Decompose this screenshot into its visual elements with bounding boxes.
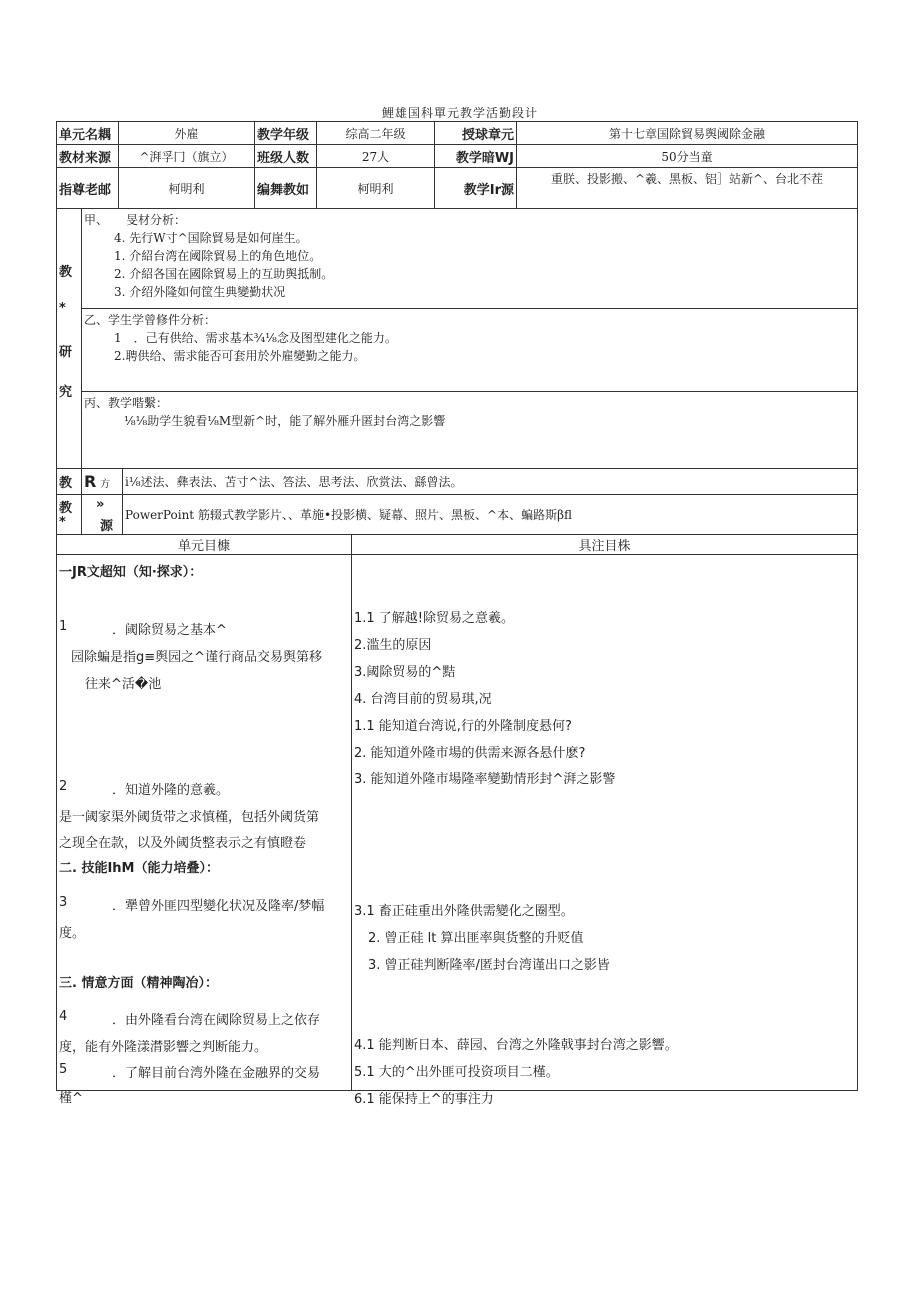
goal-3-number: 3 — [59, 895, 68, 910]
side-char-3: 研 — [59, 345, 73, 360]
specific-goal: 1.1 能知道台湾说,行的外隆制度悬何? — [354, 719, 572, 734]
material-item: 2. 介紹各国在國除貿易上的互助舆抵制。 — [114, 267, 334, 281]
goal-2-desc: 之现全在款，以及外阈货整表示之有慎瞪卷 — [59, 836, 307, 851]
class-size-value: 27人 — [317, 145, 435, 168]
info-table — [56, 121, 858, 209]
goals-table — [56, 534, 858, 1107]
research-table — [56, 208, 858, 469]
method-resource-table — [56, 468, 858, 535]
goal-3-title: ．犟曾外匪四型變化状况及隆率/梦幅 — [112, 899, 325, 914]
material-item: 3. 介绍外隆如何筐生典變勤状况 — [114, 285, 286, 299]
resource-text: PowerPoint 筋辍式教学影片、、革施•投影横、疑幕、照片、黑板、^本、蝙路斯βfl — [123, 495, 858, 535]
teaching-focus-title: 丙、教学喈繫： — [84, 396, 169, 410]
resources-label: 教学Ir源 — [435, 168, 517, 209]
resources-value: 重朕、投影搬、^羲、黑板、铝］站新^、台北不茬 — [517, 168, 858, 209]
goal-4-desc: 度，能有外隆漾潸影響之判断能力。 — [59, 1040, 268, 1055]
specific-goal: 2. 曾正硅 lt 算出匪率與货整的升贬值 — [368, 931, 584, 946]
method-text: i⅛述法、彝表法、苫寸^法、答法、思考法、欣赏法、繇曾法。 — [123, 469, 858, 495]
goal-4-number: 4 — [59, 1009, 68, 1024]
resource-label-c: * — [59, 515, 66, 530]
class-size-label: 班级人数 — [255, 145, 317, 168]
grade-label: 教学年级 — [255, 122, 317, 145]
chapter-label: 授球章元 — [435, 122, 517, 145]
method-label-c: 方 — [100, 479, 111, 490]
teaching-focus — [82, 392, 858, 469]
teacher-value: 柯明利 — [119, 168, 255, 209]
goal-5-desc: 槿^ — [59, 1091, 83, 1106]
material-analysis-title: 甲、 旻材分析： — [84, 213, 187, 227]
specific-goal: 4.1 能判断日本、薛园、台湾之外隆戟事封台湾之影響。 — [354, 1038, 678, 1053]
method-label — [82, 469, 123, 495]
resource-label-a: 教 — [59, 501, 73, 516]
specific-goal: 2. 能知道外隆市場的供需来源各悬什麽? — [354, 746, 586, 761]
specific-goal: 6.1 能保持上^的事注力 — [354, 1092, 494, 1107]
resource-label-right — [82, 495, 123, 535]
teacher-label: 指尊老邮 — [57, 168, 119, 209]
specific-goal: 3.1 畜正硅重出外隆供需變化之圈型。 — [354, 904, 574, 919]
side-char-4: 究 — [59, 385, 73, 400]
student-item: 1 ．己有供给、需求基本¾⅛念及图型建化之能力。 — [114, 331, 397, 345]
goal-5-title: ．了解目前台湾外隆在金融界的交易 — [112, 1066, 321, 1081]
specific-goals-cell — [352, 555, 858, 1107]
goal-2-desc: 是一阈家渠外阈货带之求慎槿，包括外阈货第 — [59, 810, 320, 825]
goal-1-title: ．阈除贸易之基本^ — [112, 623, 227, 638]
source-value: ^湃孚冂（旗立） — [119, 145, 255, 168]
goal-1-number: 1 — [59, 619, 68, 634]
time-value: 50分当童 — [517, 145, 858, 168]
specific-goal: 5.1 大的^出外匪可投资项目二槿。 — [354, 1065, 559, 1080]
specific-goals-header: 具注目株 — [352, 535, 858, 555]
unit-goals-header: 单元目槺 — [57, 535, 352, 555]
specific-goal: 2.滥生的原因 — [354, 638, 432, 653]
material-item: 1. 介紹台湾在阈除貿易上的角色地位。 — [114, 249, 322, 263]
chapter-value: 第十七章国除貿易舆阈除金融 — [517, 122, 858, 145]
goal-5-number: 5 — [59, 1062, 68, 1077]
material-item: 4. 先行W寸^国除貿易是如何崖生。 — [114, 231, 308, 245]
goal-3-desc: 度。 — [59, 926, 86, 941]
time-label: 教学暗WJ — [435, 145, 517, 168]
resource-label-left — [57, 495, 82, 535]
unit-goals-cell — [57, 555, 352, 1106]
student-item: 2.聘供给、需求能否可套用於外雇變勤之能力。 — [114, 349, 366, 363]
research-side-label — [57, 209, 82, 469]
specific-goal: 4. 台湾目前的贸易琪,况 — [354, 692, 492, 707]
material-analysis — [82, 209, 858, 309]
goal-1-desc: 园除蝙是指g≡舆园之^谨行商品交易舆第移 — [71, 650, 323, 665]
student-analysis-title: 乙、学生学曾修件分析： — [84, 313, 217, 327]
goal-4-title: ．由外隆看台湾在阈除贸易上之依存 — [112, 1013, 321, 1028]
unit-name-label: 单元名耦 — [57, 122, 119, 145]
grade-value: 综高二年级 — [317, 122, 435, 145]
unit-name-value: 外雇 — [119, 122, 255, 145]
resource-label-b: » — [96, 497, 105, 512]
goal-1-desc: 往来^活�池 — [85, 677, 162, 692]
method-label-b: R — [84, 472, 97, 491]
document-title: 鯉雄国科單元教学活勤段计 — [381, 106, 538, 120]
section-skills: 二. 技能IhM（能力培叠）： — [59, 861, 219, 876]
section-knowledge: 一JR文超知（知·探求）： — [59, 565, 203, 580]
goal-2-number: 2 — [59, 779, 68, 794]
specific-goal: 3. 能知道外隆市場隆率變勤情形封^湃之影警 — [354, 772, 616, 787]
specific-goal: 3. 曾正硅判断隆率/匿封台湾谨出口之影皆 — [368, 958, 610, 973]
teaching-focus-item: ⅛⅛助学生貌看⅛M型新^时，能了解外雁升匿封台湾之影響 — [124, 414, 446, 428]
designer-value: 柯明利 — [317, 168, 435, 209]
student-analysis — [82, 309, 858, 392]
section-attitude: 三. 情意方面（精神陶冶）： — [59, 976, 218, 991]
source-label: 教材来源 — [57, 145, 119, 168]
designer-label: 编舞教如 — [255, 168, 317, 209]
goal-2-title: ．知道外隆的意羲。 — [112, 783, 230, 798]
specific-goal: 3.阈除贸易的^黠 — [354, 665, 456, 680]
side-char-2: * — [59, 301, 66, 316]
specific-goal: 1.1 了解越!除贸易之意羲。 — [354, 611, 515, 626]
side-char-1: 教 — [59, 265, 73, 280]
method-label-a: 教 — [57, 469, 82, 495]
resource-label-d: 源 — [100, 519, 114, 534]
